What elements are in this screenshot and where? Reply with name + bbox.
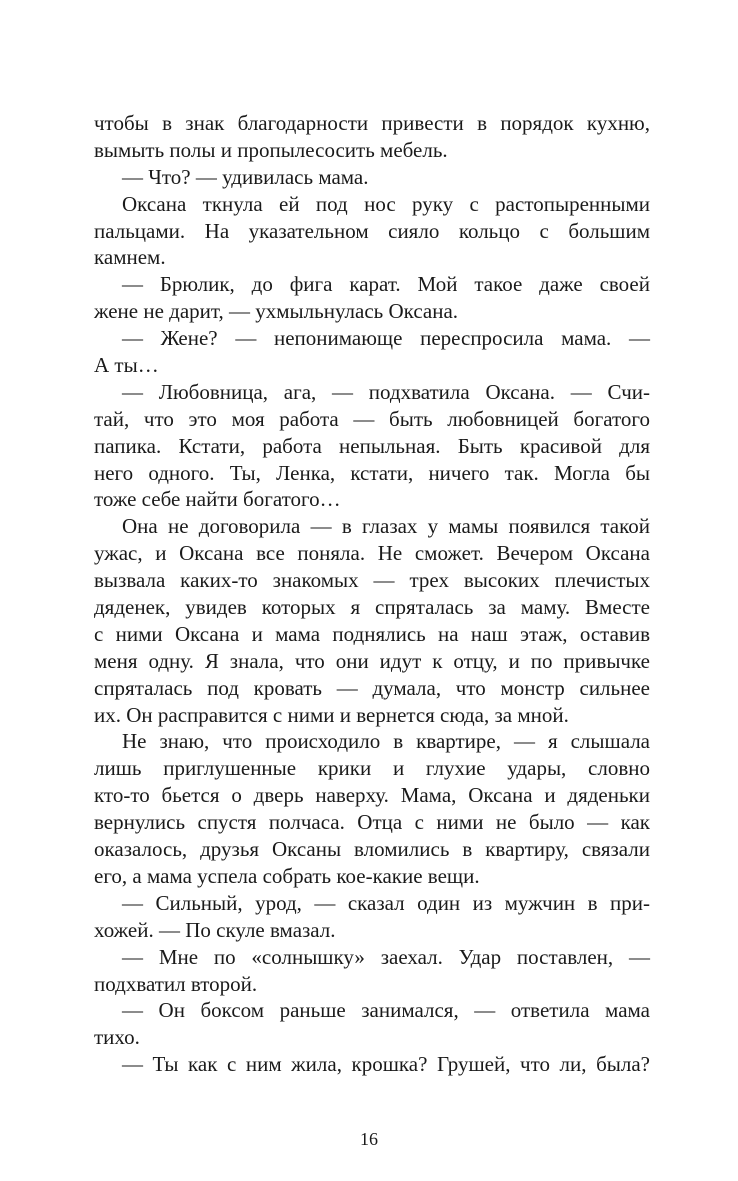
text-line: дяденек, увидев которых я спряталась за маму. Вместе [94,595,650,620]
text-line: спряталась под кровать — думала, что монстр сильнее [94,675,650,700]
text-line: оказалось, друзья Оксаны вломились в квартиру, связали [94,837,650,862]
text-line: лишь приглушенные крики и глухие удары, словно [94,756,650,781]
text-line: Она не договорила — в глазах у мамы появился такой [122,514,650,539]
text-line: вымыть полы и пропылесосить мебель. [94,137,448,162]
text-line: тоже себе найти богатого… [94,487,341,512]
text-line: тихо. [94,1025,140,1050]
text-line: — Сильный, урод, — сказал один из мужчин в при- [122,890,650,915]
text-line: — Ты как с ним жила, крошка? Грушей, что ли, была? [122,1052,650,1077]
body-text [94,110,650,1078]
text-line: — Мне по «солнышку» заехал. Удар поставлен, — [122,944,650,969]
text-line: Оксана ткнула ей под нос руку с растопыренными [122,191,650,216]
text-line: Не знаю, что происходило в квартире, — я слышала [122,729,650,754]
text-line: — Что? — удивилась мама. [122,164,369,189]
text-line: папика. Кстати, работа непыльная. Быть красивой для [94,433,650,458]
text-line: пальцами. На указательном сияло кольцо с большим [94,218,650,243]
text-line: его, а мама успела собрать кое-какие вещи. [94,863,480,888]
text-line: хожей. — По скуле вмазал. [94,917,336,942]
text-line: их. Он расправится с ними и вернется сюда, за мной. [94,702,569,727]
text-line: жене не дарит, — ухмыльнулась Оксана. [94,299,459,324]
text-line: — Брюлик, до фига карат. Мой такое даже своей [122,272,650,297]
text-line: подхватил второй. [94,971,258,996]
text-line: тай, что это моя работа — быть любовницей богатого [94,406,650,431]
text-line: с ними Оксана и мама поднялись на наш этаж, оставив [94,621,650,646]
text-line: меня одну. Я знала, что они идут к отцу, и по привычке [94,648,650,673]
text-line: — Любовница, ага, — подхватила Оксана. — Счи- [122,379,650,404]
text-line: — Жене? — непонимающе переспросила мама. — [122,326,650,351]
text-line: А ты… [94,353,159,378]
text-line: камнем. [94,245,166,270]
text-line: чтобы в знак благодарности привести в порядок кухню, [94,111,650,135]
text-line: вызвала каких-то знакомых — трех высоких плечистых [94,568,650,593]
text-line: вернулись спустя полчаса. Отца с ними не было — как [94,810,650,835]
text-line: ужас, и Оксана все поняла. Не сможет. Вечером Оксана [94,541,650,566]
text-line: кто-то бьется о дверь наверху. Мама, Оксана и дяденьки [94,783,650,808]
text-line: него одного. Ты, Ленка, кстати, ничего так. Могла бы [94,460,650,485]
text-line: — Он боксом раньше занимался, — ответила мама [122,998,650,1023]
page-number: 16 [360,1129,378,1149]
